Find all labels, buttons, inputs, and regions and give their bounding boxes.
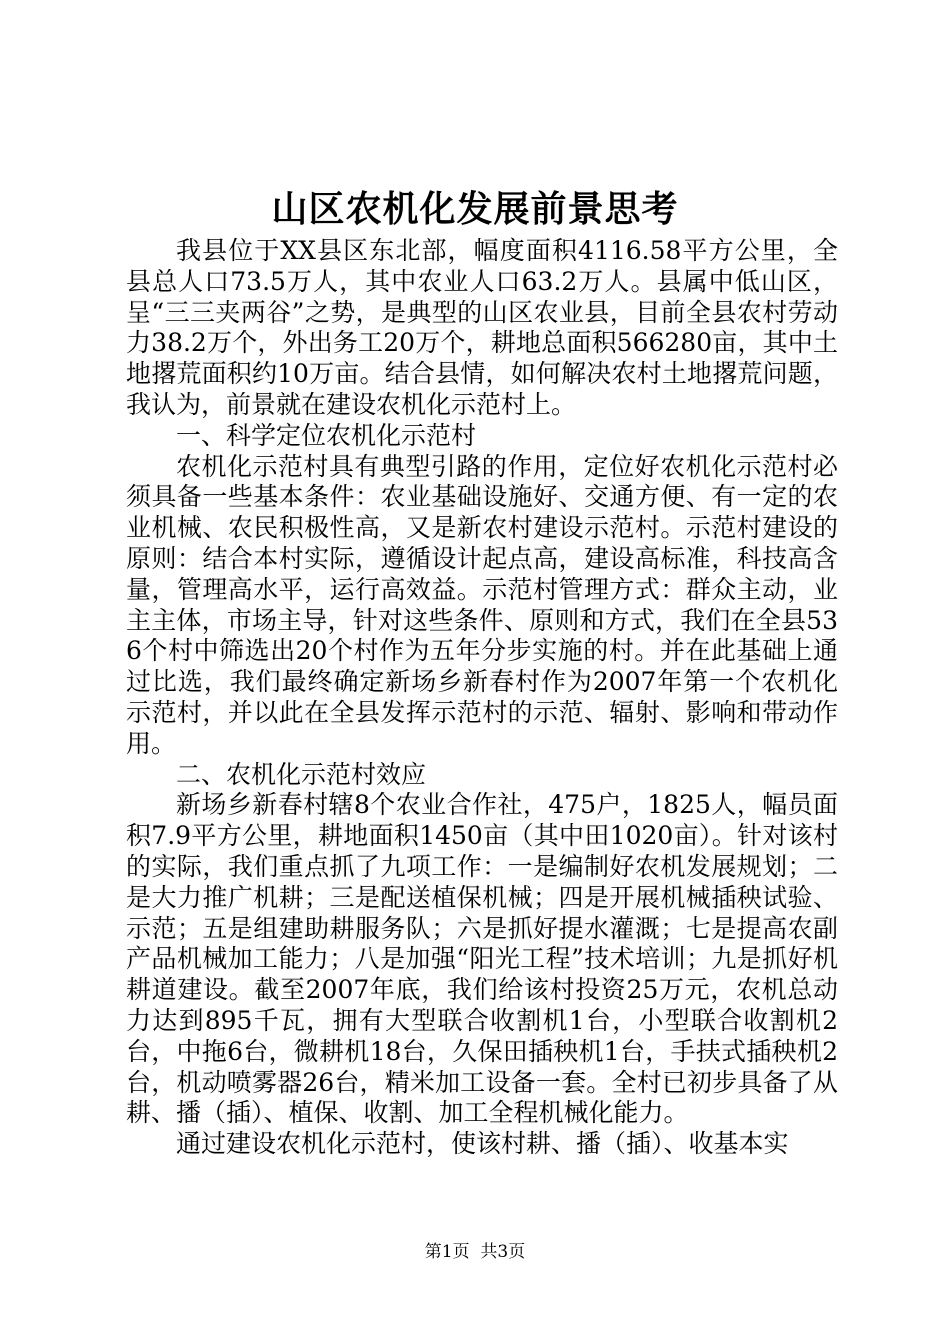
paragraph-continued: 通过建设农机化示范村，使该村耕、播（插）、收基本实	[176, 1129, 789, 1159]
document-title: 山区农机化发展前景思考	[271, 188, 679, 230]
page-number: 第1页	[424, 1242, 470, 1262]
paragraph-section-1: 农机化示范村具有典型引路的作用，定位好农机化示范村必须具备一些基本条件：农业基础设施好、交通方便、有一定的农业机械、农民积极性高，又是新农村建设示范村。示范村建设的原则：结合本村实际，遵循设计起点高，建设高标准，科技高含量，管理高水平，运行高效益。示范村管理方式：群众主动，业主主体，市场主导，针对这些条件、原则和方式，我们在全县536个村中筛选出20个村作为五年分步实施的村。并在此基础上通过比选，我们最终确定新场乡新春村作为2007年第一个农机化示范村，并以此在全县发挥示范村的示范、辐射、影响和带动作用。	[126, 451, 838, 758]
section-heading-2: 二、农机化示范村效应	[176, 759, 427, 789]
page-total: 共3页	[480, 1242, 526, 1262]
section-heading-1: 一、科学定位农机化示范村	[176, 420, 477, 450]
page-footer	[0, 1240, 950, 1264]
document-body	[126, 236, 838, 1160]
paragraph-section-2: 新场乡新春村辖8个农业合作社，475户，1825人，幅员面积7.9平方公里，耕地面积1450亩（其中田1020亩）。针对该村的实际，我们重点抓了九项工作：一是编制好农机发展规划；二是大力推广机耕；三是配送植保机械；四是开展机械插秧试验、示范；五是组建助耕服务队；六是抓好提水灌溉；七是提高农副产品机械加工能力；八是加强“阳光工程”技术培训；九是抓好机耕道建设。截至2007年底，我们给该村投资25万元，农机总动力达到895千瓦，拥有大型联合收割机1台，小型联合收割机2台，中拖6台，微耕机18台，久保田插秧机1台，手扶式插秧机2台，机动喷雾器26台，精米加工设备一套。全村已初步具备了从耕、播（插）、植保、收割、加工全程机械化能力。	[126, 790, 838, 1128]
paragraph-intro: 我县位于XX县区东北部，幅度面积4116.58平方公里，全县总人口73.5万人，其中农业人口63.2万人。县属中低山区，呈“三三夹两谷”之势，是典型的山区农业县，目前全县农村劳动力38.2万个，外出务工20万个，耕地总面积566280亩，其中土地撂荒面积约10万亩。结合县情，如何解决农村土地撂荒问题，我认为，前景就在建设农机化示范村上。	[126, 236, 838, 419]
